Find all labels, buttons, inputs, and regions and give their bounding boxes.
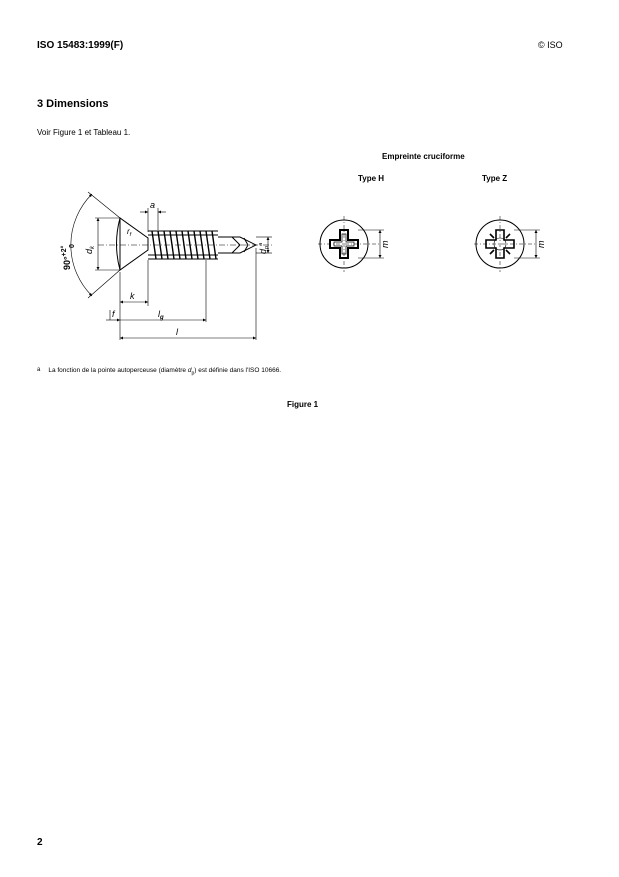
footnote-text-before: La fonction de la pointe autoperceuse (diamètre [48,367,188,374]
footnote-symbol: d [187,367,192,374]
screw-side-view [98,218,272,270]
type-z-recess [474,216,540,272]
type-h-label: Type H [358,174,385,183]
dimension-lines [71,192,272,340]
rf-label: $r_f$ [127,227,132,238]
k-label: k [130,291,135,301]
angle-label: 90°$^{+2^\circ}$ [61,245,72,270]
figure-caption: Figure 1 [287,400,319,409]
footnote-marker: a [37,367,41,373]
footnote-symbol-sub: p [191,370,195,377]
m-label-h: m [380,240,390,248]
type-z-label: Type Z [482,174,508,183]
angle-tol-low: 0 [69,244,76,248]
intro-text: Voir Figure 1 et Tableau 1. [37,128,131,137]
copyright: © ISO [538,40,563,50]
type-h-recess [318,216,384,272]
dp-label: $d_p^a$ [258,242,270,254]
a-label: a [150,200,156,210]
lg-label: $l_g$ [158,309,164,321]
f-label: f [112,309,115,319]
footnote-text-after: ) est définie dans l'ISO 10666. [194,367,282,374]
footnote [37,367,281,376]
document-code: ISO 15483:1999(F) [37,40,124,51]
page-number: 2 [37,837,43,848]
m-label-z: m [536,240,546,248]
l-label: l [176,327,178,337]
figure-1-drawing [40,188,560,348]
dk-label: $d_k$ [84,245,96,254]
section-title: 3 Dimensions [37,98,109,110]
recess-heading: Empreinte cruciforme [382,152,465,161]
